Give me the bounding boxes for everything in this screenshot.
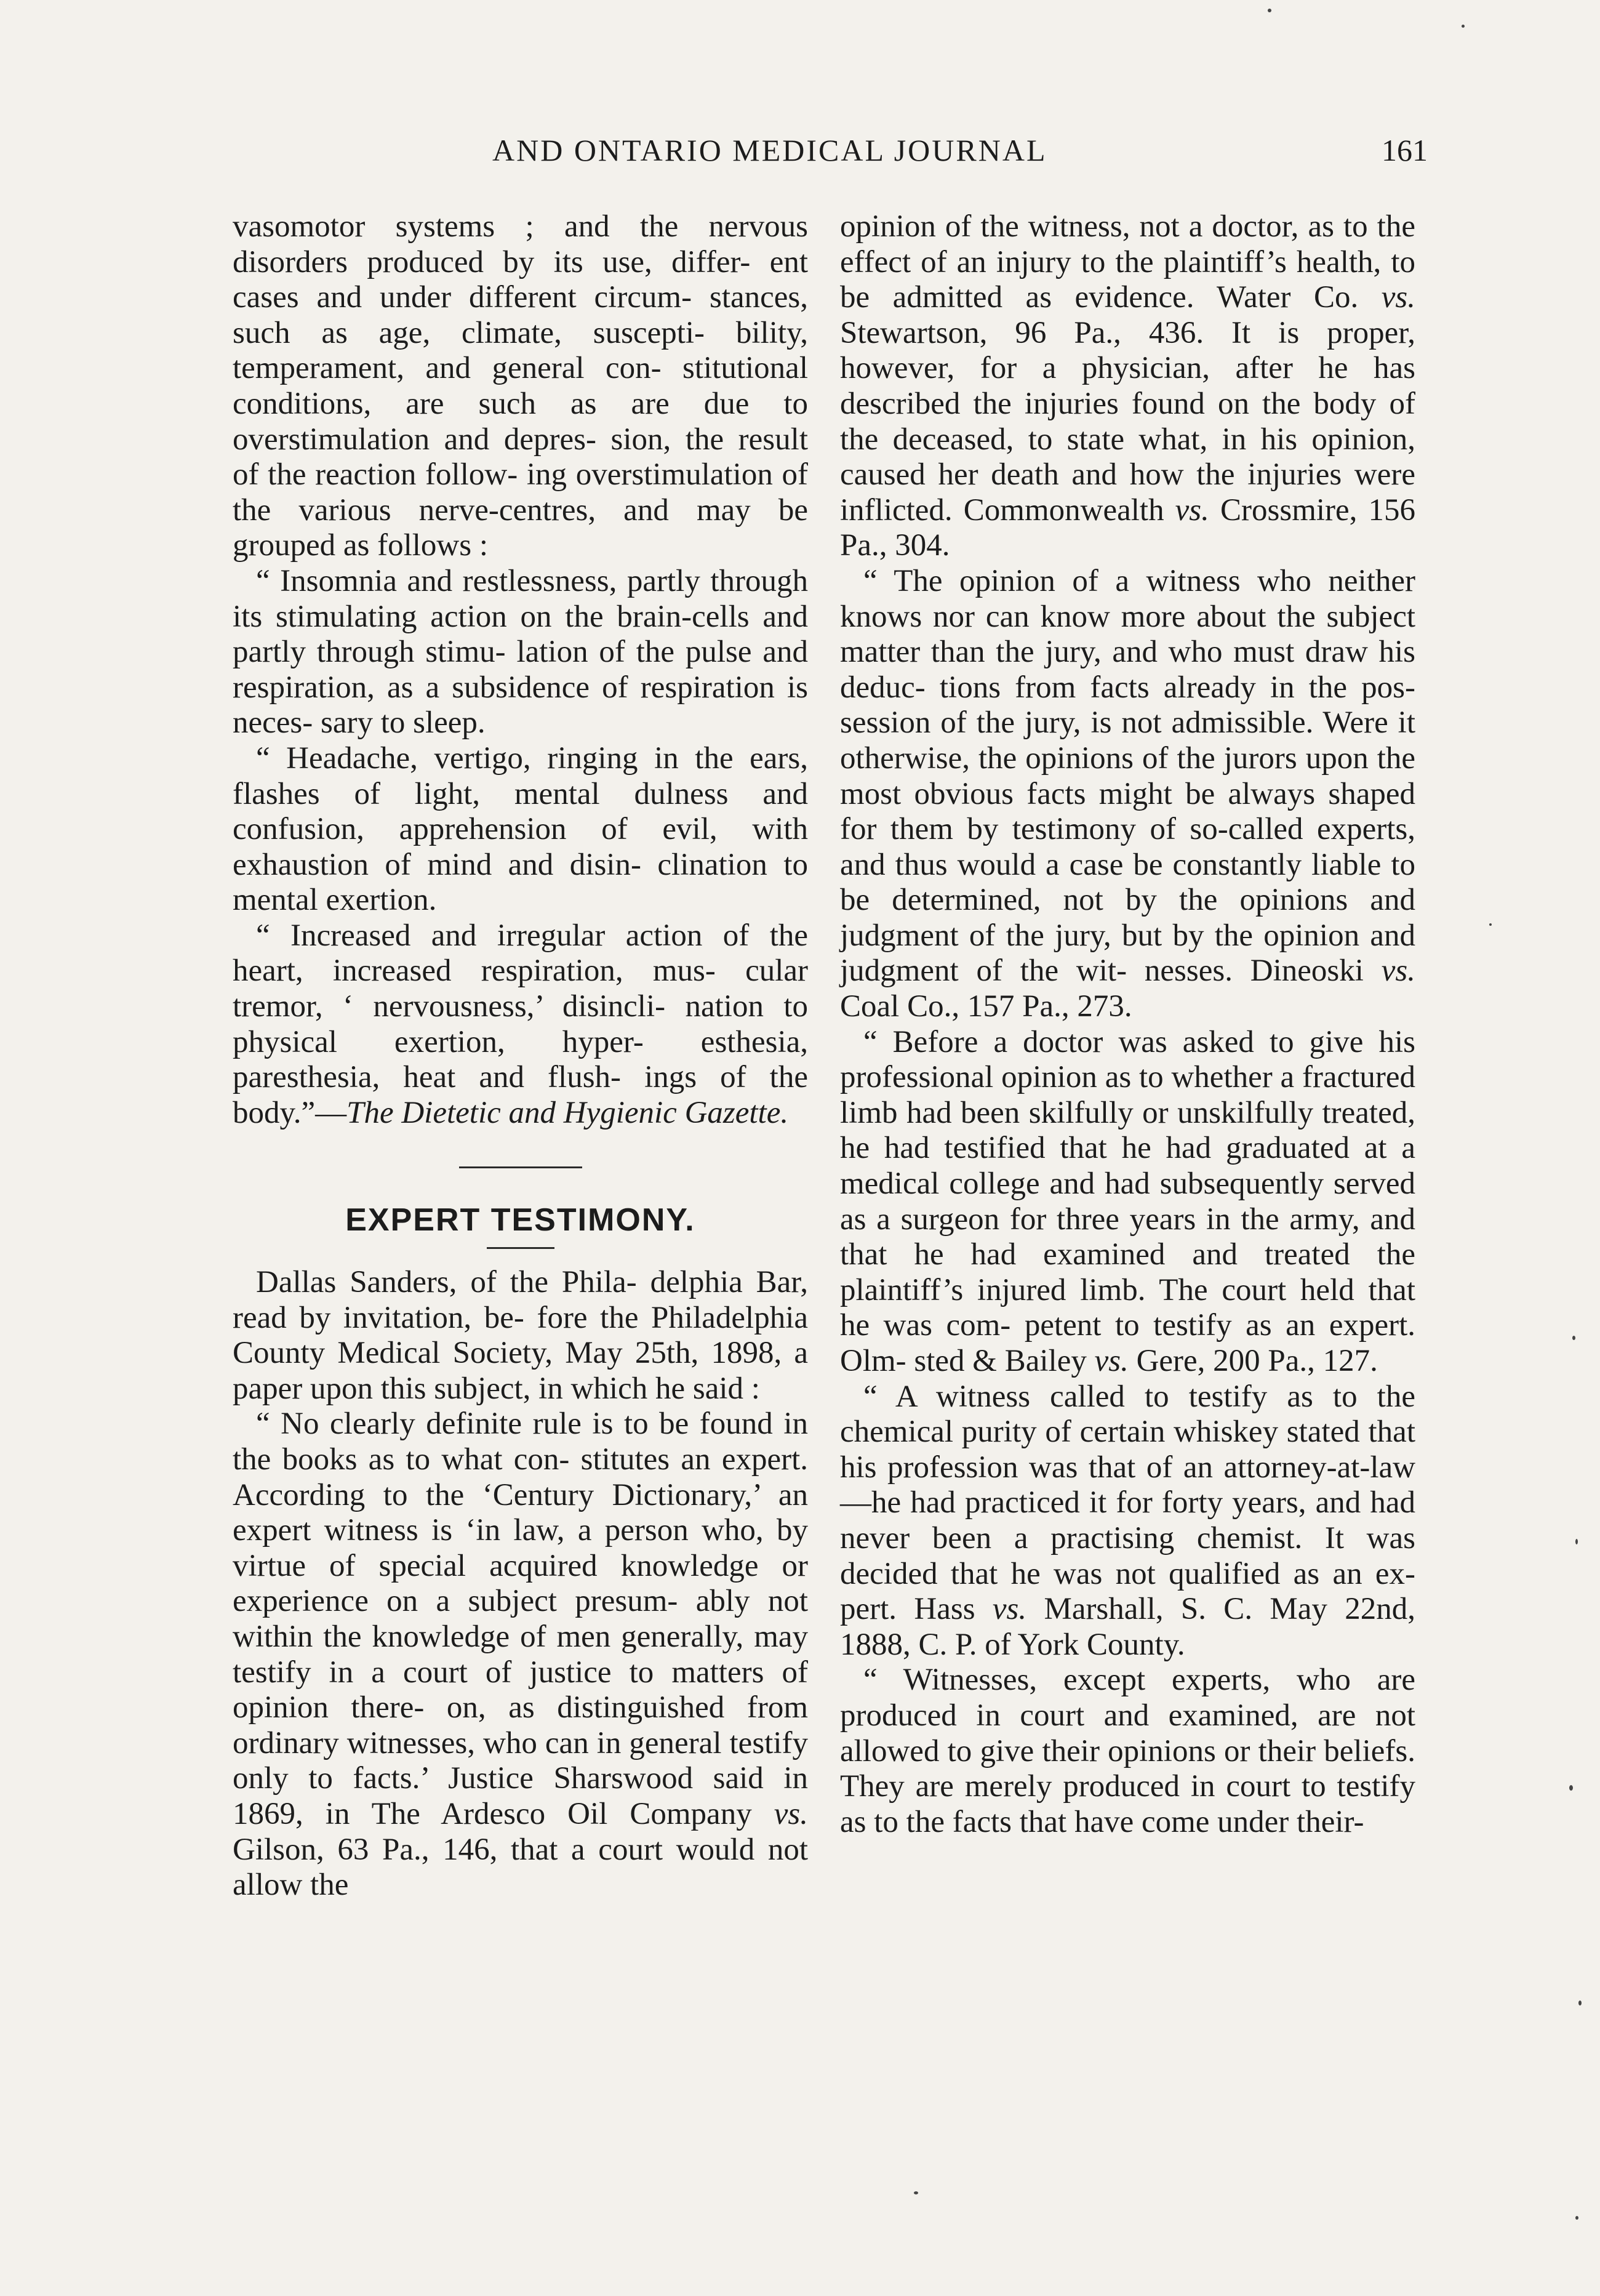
case-versus: vs. [774,1796,808,1831]
paragraph: “ Witnesses, except experts, who are produced in court and examined, are not allowed to give their opinions or their beliefs. They are merely produced in court to testify as to the facts that have come under their- [840,1663,1415,1839]
running-head: AND ONTARIO MEDICAL JOURNAL [492,133,1047,167]
page-number: 161 [1382,133,1428,167]
case-versus: vs. [1381,280,1415,315]
case-versus: vs. [1175,492,1209,528]
paragraph: “ Before a doctor was asked to give his professional opinion as to whether a fractured limb had been skilfully or unskilfully treated, he had testified that he had graduated at a medical college and had subsequently served as a surgeon for three years in the army, and that he had examined and treated the plaintiff’s injured limb. The court held that he was com- petent to testify as an expert. Olm- sted & Bailey vs. Gere, 200 Pa., 127. [840,1024,1415,1378]
left-column [233,209,808,1903]
right-column [840,209,1415,1840]
paragraph [233,918,808,1131]
source-citation: The Dietetic and Hygienic Gazette. [346,1095,789,1130]
quote-text: “ Increased and irregular action of the heart, increased respiration, mus- cular tremor, ‘ nervousness,’ disincli- nation to physical exertion, hyper- esthesia, paresthesia, heat and flush- ings of the body.”— [233,918,808,1130]
page-header [492,132,1428,188]
paragraph: vasomotor systems ; and the nervous disorders produced by its use, differ- ent cases and under different circum- stances, such as age, climate, suscepti- bility, temperament, and general con- stitutional conditions, are such as are due to overstimulation and depres- sion, the result of the reaction follow- ing overstimulation of the various nerve-centres, and may be grouped as follows : [233,209,808,563]
paragraph: “ No clearly definite rule is to be found in the books as to what con- stitutes an expert. According to the ‘Century Dictionary,’ an expert witness is ‘in law, a person who, by virtue of special acquired knowledge or experience on a subject presum- ably not within the knowledge of men generally, may testify in a court of justice to matters of opinion there- on, as distinguished from ordinary witnesses, who can in general testify only to facts.’ Justice Sharswood said in 1869, in The Ardesco Oil Company vs. Gilson, 63 Pa., 146, that a court would not allow the [233,1407,808,1903]
case-versus: vs. [1381,953,1415,989]
paragraph: opinion of the witness, not a doctor, as to the effect of an injury to the plaintiff’s health, to be admitted as evidence. Water Co. vs. Stewartson, 96 Pa., 436. It is proper, however, for a physician, after he has described the injuries found on the body of the deceased, to state what, in his opinion, caused her death and how the injuries were inflicted. Commonwealth vs. Crossmire, 156 Pa., 304. [840,209,1415,563]
section-heading: EXPERT TESTIMONY. [345,1202,695,1238]
paragraph: “ A witness called to testify as to the chemical purity of certain whiskey stated that his profession was that of an attorney-at-law—he had practiced it for forty years, and had never been a practising chemist. It was decided that he was not qualified as an ex- pert. Hass vs. Marshall, S. C. May 22nd, 1888, C. P. of York County. [840,1379,1415,1662]
case-versus: vs. [1094,1344,1129,1378]
paragraph: “ Insomnia and restlessness, partly through its stimulating action on the brain-cells and partly through stimu- lation of the pulse and respiration, as a subsidence of respiration is neces- sary to sleep. [233,563,808,741]
paragraph: Dallas Sanders, of the Phila- delphia Bar, read by invitation, be- fore the Philadelphia County Medical Society, May 25th, 1898, a paper upon this subject, in which he said : [233,1265,808,1406]
paragraph: “ Headache, vertigo, ringing in the ears, flashes of light, mental dulness and confusion, apprehension of evil, with exhaustion of mind and disin- clination to mental exertion. [233,741,808,918]
case-versus: vs. [992,1592,1027,1627]
paragraph: “ The opinion of a witness who neither knows nor can know more about the subject matter than the jury, and who must draw his deduc- tions from facts already in the pos- session of the jury, is not admissible. Were it otherwise, the opinions of the jurors upon the most obvious facts might be always shaped for them by testimony of so-called experts, and thus would a case be constantly liable to be determined, not by the opinions and judgment of the jury, but by the opinion and judgment of the wit- nesses. Dineoski vs. Coal Co., 157 Pa., 273. [840,563,1415,1024]
